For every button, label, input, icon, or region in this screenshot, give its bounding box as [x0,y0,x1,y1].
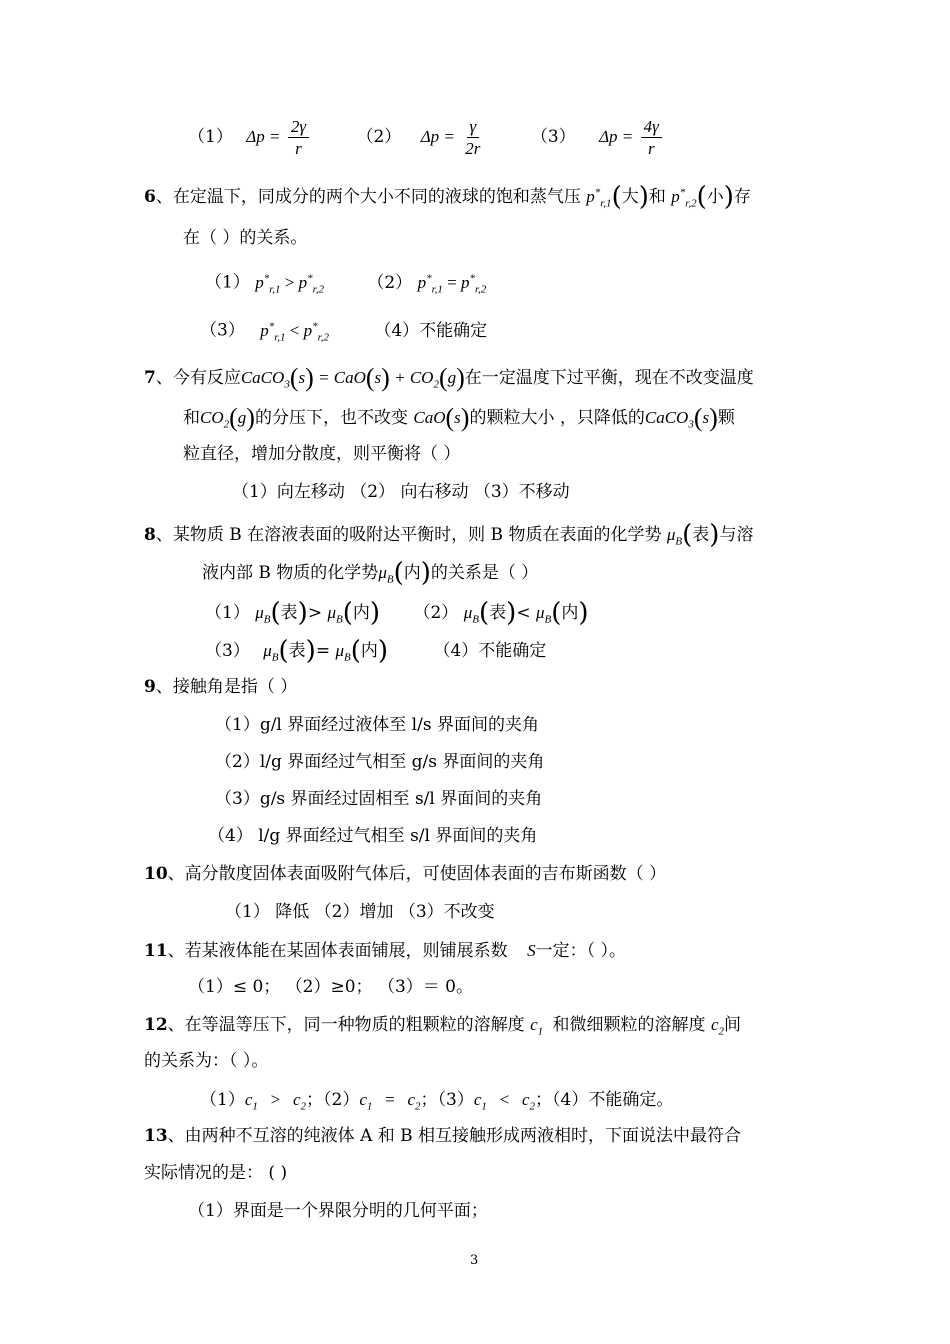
q5-o1-denominator: r [295,139,302,158]
q6-o2-expr: $p^*_{r,1} = p^*_{r,2}$ [417,272,487,296]
q11-text-2: 一定：（ ）。 [535,941,626,961]
paren: ( [696,182,707,212]
q7-line-3: 粒直径，增加分散度，则平衡将（ ） [183,444,461,464]
q5-option-2-label: （2） [356,127,402,147]
paren: ) [638,182,649,212]
q5-o1-numerator: 2γ [288,118,309,138]
q8-o1-lhs: $\mu_B$ [255,603,271,626]
q8-o2-rhs: $\mu_B$ [535,603,552,626]
q13-line-1 [144,1128,741,1145]
q9-question [144,679,297,696]
q6-o4: （4）不能确定 [374,320,488,341]
q10-number: 10 [144,864,168,884]
q12-o1-expr: $c_1$ > $c_2$ [244,1090,307,1113]
q6-cun: 存 [733,187,751,207]
q6-and: 和 [648,187,666,207]
q10-text: 、高分散度固体表面吸附气体后，可使固体表面的吉布斯函数（ ） [167,864,667,884]
q7-equation: CaCO$_3$(s) = $CaO(s) + CO_2(g)$ [240,363,465,392]
q8-o1-biao: 表 [280,603,298,623]
q8-o1-rhs: $\mu_B$ [327,603,343,626]
q9-option-4: （4） l/g 界面经过气相至 s/l 界面间的夹角 [208,826,538,846]
q6-o3-op: < [289,320,300,340]
q7-text-d: 的分压下，也不改变 [254,408,408,428]
q7-text-b: 在一定温度下过平衡，现在不改变温度 [464,368,754,388]
q12-c2: $c_2$ [710,1015,724,1038]
q8-o3-lhs: $\mu_B$ [263,641,279,664]
q6-options-row-1 [205,273,486,295]
q6-big: 大 [621,187,639,207]
q12-o2-expr: $c_1$ = $c_2$ [359,1090,421,1113]
q6-o2-op: = [447,272,457,292]
q8-text-d: 的关系是（ ） [430,563,539,583]
q12-o4: ；（4）不能确定。 [535,1090,674,1110]
q9-number: 9 [144,677,156,697]
paren: ( [479,598,490,628]
q7-cao: CaO(s) [413,403,470,432]
q7-text-c: 和 [183,408,200,428]
q5-option-2-lhs: Δp = [420,127,455,146]
q12-line-1 [144,1016,741,1037]
q12-options [200,1091,673,1112]
q8-options-row-1: （1） $\mu_B$(表)> $\mu_B$(内) （2） $\mu_B$(表)< $\mu_B$(内) [205,598,589,628]
q5-options [188,118,664,157]
paren: ( [278,636,289,666]
q8-o1-nei: 内 [352,603,370,623]
q6-o1-label: （1） [205,272,250,293]
q7-line-2 [183,405,735,431]
paren: ) [709,520,720,550]
q7-co2: $CO_2(g)$ [200,403,255,432]
paren: ) [377,636,389,666]
q6-p2: $p^*_{r,2}$ [671,186,697,210]
q8-text-c: 液内部 B 物质的化学势 [202,563,379,583]
q13-line-2: 实际情况的是： ( ) [144,1163,288,1183]
q6-p1: $p^*_{r,1}$ [586,186,612,210]
paren: ) [420,558,431,588]
q10-question [144,866,666,883]
q5-o3-numerator: 4γ [641,118,662,138]
q8-o3-nei: 内 [360,641,378,661]
q7-text-f: 颗 [717,408,735,428]
q12-o3-label: ；（3） [420,1090,474,1110]
q12-o1-label: （1） [200,1090,245,1110]
q8-o1-label: （1） [205,603,250,623]
q11-s: S [527,941,536,960]
q8-line-1 [144,522,753,548]
q5-option-1-label: （1） [188,127,233,147]
paren: ) [305,636,316,666]
q5-option-3-label: （3） [530,127,576,147]
q5-option-1-fraction [288,118,309,157]
q8-biao: 表 [692,525,710,545]
q12-mid: 和微细颗粒的溶解度 [552,1015,706,1035]
q8-o4: （4）不能确定 [433,641,547,661]
q6-o3-label: （3） [200,320,245,341]
paren: ( [270,598,281,628]
q12-number: 12 [144,1015,168,1035]
q5-o3-denominator: r [647,139,655,158]
q9-option-3: （3）g/s 界面经过固相至 s/l 界面间的夹角 [215,789,543,809]
q6-line-1 [144,184,751,210]
q5-option-2-fraction [462,118,483,157]
q8-o2-biao: 表 [489,603,507,623]
paren: ) [578,598,589,628]
q13-option-1: （1）界面是一个界限分明的几何平面； [188,1201,488,1221]
page-number: 3 [470,1253,479,1268]
paren: ) [369,598,381,628]
paren: ( [342,598,353,628]
q8-o2-label: （2） [413,603,459,623]
q6-text-a: 、在定温下，同成分的两个大小不同的液球的饱和蒸气压 [155,187,581,207]
q5-o2-denominator: 2r [465,139,481,158]
q6-o1-op: > [284,272,295,292]
q5-option-3-lhs: Δp = [599,127,634,146]
q5-option-1-lhs: Δp = [246,127,281,146]
q11-number: 11 [144,941,168,961]
q11-text: 、若某液体能在某固体表面铺展，则铺展系数 [167,941,508,961]
paren: ) [723,182,734,212]
q8-mu-bulk: $\mu_B$ [378,563,394,586]
q8-o3-label: （3） [205,641,250,661]
q7-text-a: 、今有反应 [155,368,241,388]
q9-option-1: （1）g/l 界面经过液体至 l/s 界面间的夹角 [215,715,539,735]
q8-o3-rhs: $\mu_B$ [335,641,351,664]
q5-o2-numerator: γ [467,118,480,138]
q6-line-2: 在（ ）的关系。 [183,228,308,248]
q7-number: 7 [144,368,156,388]
paren: ( [350,636,361,666]
q12-c1: $c_1$ [530,1015,544,1038]
q5-option-3-fraction [641,118,662,157]
q9-option-2: （2）l/g 界面经过气相至 g/s 界面间的夹角 [215,752,545,772]
q6-o3-expr: $p^*_{r,1} < p^*_{r,2}$ [260,320,329,344]
paren: ( [393,558,404,588]
q8-line-2 [202,560,538,586]
q13-number: 13 [144,1126,168,1146]
q6-o2-label: （2） [367,272,413,293]
paren: ( [551,598,562,628]
q8-number: 8 [144,525,156,545]
q12-text: 、在等温等压下，同一种物质的粗颗粒的溶解度 [167,1015,525,1035]
q6-small: 小 [706,187,724,207]
q10-options: （1） 降低 （2）增加 （3）不改变 [225,902,495,922]
q7-caco3: CaCO$_3$(s) [644,403,718,432]
q7-line-1 [144,365,754,391]
paren: ( [682,520,693,550]
paren: ) [506,598,517,628]
q8-text-b: 与溶 [719,525,754,545]
q6-o1-expr: $p^*_{r,1} > p^*_{r,2}$ [255,272,324,296]
q12-end: 间 [723,1015,741,1035]
q11-question [144,942,626,960]
q8-nei: 内 [403,563,421,583]
q7-options: （1）向左移动 （2） 向右移动 （3）不移动 [232,482,570,502]
q8-o2-nei: 内 [561,603,579,623]
q6-number: 6 [144,187,156,207]
q8-o2-lhs: $\mu_B$ [463,603,479,626]
q8-o3-biao: 表 [288,641,306,661]
q9-text: 、接触角是指（ ） [155,677,298,697]
q13-text-1: 、由两种不互溶的纯液体 A 和 B 相互接触形成两液相时，下面说法中最符合 [167,1126,742,1146]
q12-o3-expr: $c_1$ < $c_2$ [473,1090,536,1113]
q6-options-row-2 [200,321,487,343]
q12-o2-label: ；（2） [306,1090,360,1110]
q11-options: （1）≤ 0； （2）≥0； （3）＝ 0。 [188,977,473,997]
q8-mu-surface: $\mu_B$ [666,525,683,548]
q8-options-row-2: （3） $\mu_B$(表)= $\mu_B$(内) （4）不能确定 [205,636,547,666]
q7-text-e: 的颗粒大小 ，只降低的 [469,408,645,428]
paren: ( [611,182,622,212]
q8-text-a: 、某物质 B 在溶液表面的吸附达平衡时，则 B 物质在表面的化学势 [155,525,662,545]
paren: ) [297,598,308,628]
q12-line-2: 的关系为：（ ）。 [144,1051,269,1071]
